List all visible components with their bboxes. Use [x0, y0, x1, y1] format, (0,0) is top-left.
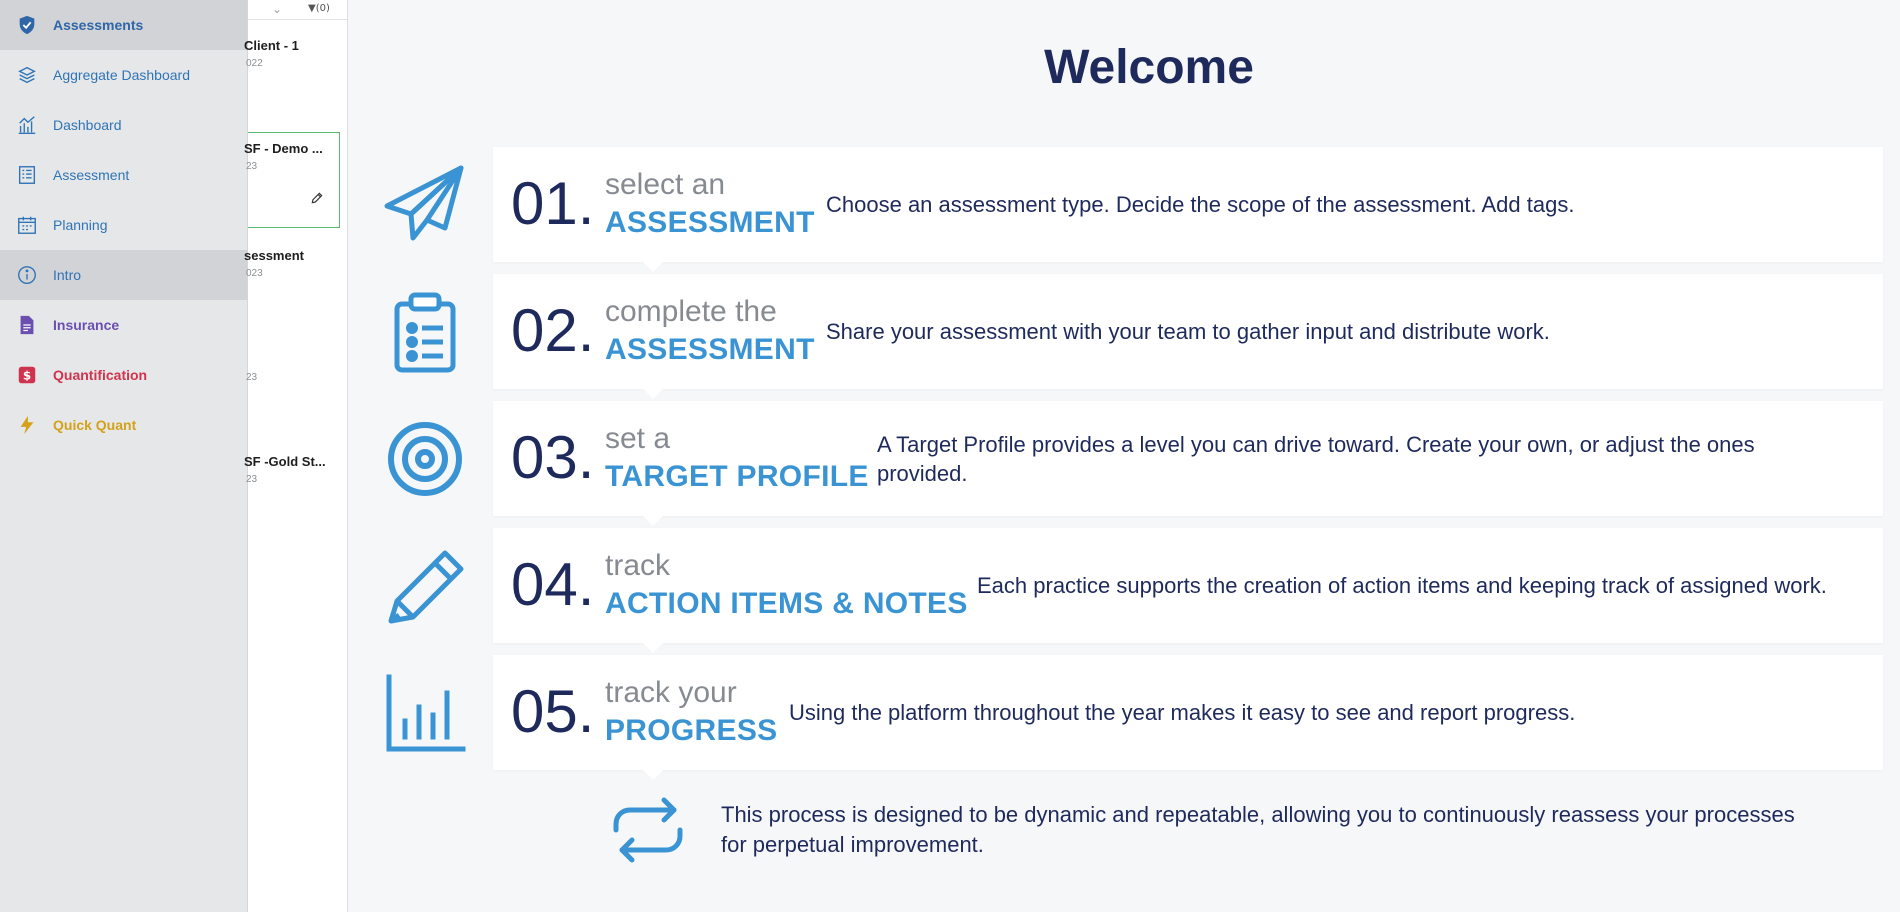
- list-item[interactable]: [244, 132, 340, 228]
- list-item[interactable]: [248, 344, 340, 440]
- sidebar-item-aggregate-dashboard[interactable]: [0, 50, 247, 100]
- list-item-title: sessment: [244, 248, 304, 263]
- filter-count: (0): [315, 3, 330, 14]
- edit-pencil-icon[interactable]: [310, 191, 324, 205]
- sidebar-item-assessment[interactable]: [0, 150, 247, 200]
- bolt-icon: [16, 414, 38, 436]
- sidebar-item-insurance[interactable]: [0, 300, 247, 350]
- step-prefix: select an: [605, 168, 726, 201]
- sidebar-item-planning[interactable]: [0, 200, 247, 250]
- sidebar-item-label: Quick Quant: [53, 417, 137, 433]
- sidebar-item-intro[interactable]: [0, 250, 247, 300]
- info-icon: [16, 264, 38, 286]
- sidebar-nav: [0, 0, 248, 912]
- list-item-date: 23: [246, 372, 258, 383]
- footer-text: This process is designed to be dynamic and repeatable, allowing you to continuously reassess your processes for perpetual improvement.: [721, 802, 1795, 857]
- step-card: [493, 274, 1883, 389]
- step-card: [493, 147, 1883, 262]
- checklist-icon: [16, 164, 38, 186]
- step-prefix: track your: [605, 676, 737, 709]
- chart-icon: [16, 114, 38, 136]
- sidebar-item-label: Aggregate Dashboard: [53, 67, 190, 83]
- list-item-date: 23: [246, 474, 258, 485]
- step-title: ASSESSMENT: [605, 333, 815, 366]
- step-title: ACTION ITEMS & NOTES: [605, 587, 968, 620]
- step-prefix: track: [605, 549, 671, 582]
- step-description: A Target Profile provides a level you can drive toward. Create your own, or adjust the ones provided.: [877, 431, 1755, 486]
- step-title: TARGET PROFILE: [605, 460, 869, 493]
- step-description: Each practice supports the creation of action items and keeping track of assigned work.: [977, 573, 1827, 598]
- step-heading: [605, 675, 777, 751]
- paper-plane-icon: [383, 162, 467, 246]
- list-item-date: 022: [246, 58, 263, 69]
- step-prefix: complete the: [605, 295, 777, 328]
- assessment-list-panel: [244, 0, 348, 912]
- list-item[interactable]: [244, 446, 340, 542]
- list-item[interactable]: [244, 240, 340, 336]
- step-card: [493, 401, 1883, 516]
- step-number: 01.: [511, 170, 595, 237]
- list-item-title: SF - Demo ...: [244, 141, 323, 156]
- bar-chart-icon: [383, 671, 467, 755]
- dollar-icon: [16, 364, 38, 386]
- step-heading: [605, 421, 869, 497]
- clipboard-icon: [383, 290, 467, 374]
- document-icon: [16, 314, 38, 336]
- sidebar-item-quantification[interactable]: [0, 350, 247, 400]
- sidebar-item-label: Insurance: [53, 317, 120, 333]
- repeat-icon: [608, 790, 688, 870]
- intro-content: [348, 0, 1900, 912]
- step-heading: [605, 294, 815, 370]
- calendar-icon: [16, 214, 38, 236]
- step-description: Choose an assessment type. Decide the scope of the assessment. Add tags.: [826, 192, 1575, 217]
- step-description: Using the platform throughout the year makes it easy to see and report progress.: [789, 700, 1576, 725]
- sidebar-item-dashboard[interactable]: [0, 100, 247, 150]
- list-item[interactable]: [244, 30, 340, 126]
- shield-check-icon: [16, 14, 38, 36]
- sidebar-item-assessments[interactable]: [0, 0, 247, 50]
- list-item-date: 023: [246, 268, 263, 279]
- step-number: 03.: [511, 424, 595, 491]
- step-title: ASSESSMENT: [605, 206, 815, 239]
- step-heading: [605, 548, 968, 624]
- list-item-title: SF -Gold St...: [244, 454, 326, 469]
- list-item-date: 23: [246, 161, 258, 172]
- step-number: 05.: [511, 678, 595, 745]
- svg-text:$: $: [22, 368, 32, 383]
- sidebar-item-label: Intro: [53, 267, 82, 283]
- step-description: Share your assessment with your team to gather input and distribute work.: [826, 319, 1550, 344]
- chevron-down-icon[interactable]: ⌄: [272, 2, 283, 16]
- list-item-title: Client - 1: [244, 38, 299, 53]
- step-title: PROGRESS: [605, 714, 778, 747]
- layers-icon: [16, 64, 38, 86]
- page-title: Welcome: [1044, 41, 1254, 94]
- step-card: [493, 655, 1883, 770]
- sidebar-item-label: Planning: [53, 217, 108, 233]
- sidebar-item-label: Assessments: [53, 17, 144, 33]
- sidebar-item-quick-quant[interactable]: [0, 400, 247, 450]
- step-number: 02.: [511, 297, 595, 364]
- sidebar-item-label: Quantification: [53, 367, 148, 383]
- filter-button[interactable]: ▼(0): [308, 3, 330, 14]
- list-toolbar: [248, 0, 347, 20]
- step-number: 04.: [511, 551, 595, 618]
- target-icon: [383, 417, 467, 501]
- step-heading: [605, 167, 815, 243]
- sidebar-item-label: Dashboard: [53, 117, 122, 133]
- step-card: [493, 528, 1883, 643]
- sidebar-item-label: Assessment: [53, 167, 130, 183]
- pencil-icon: [383, 545, 467, 629]
- step-prefix: set a: [605, 422, 671, 455]
